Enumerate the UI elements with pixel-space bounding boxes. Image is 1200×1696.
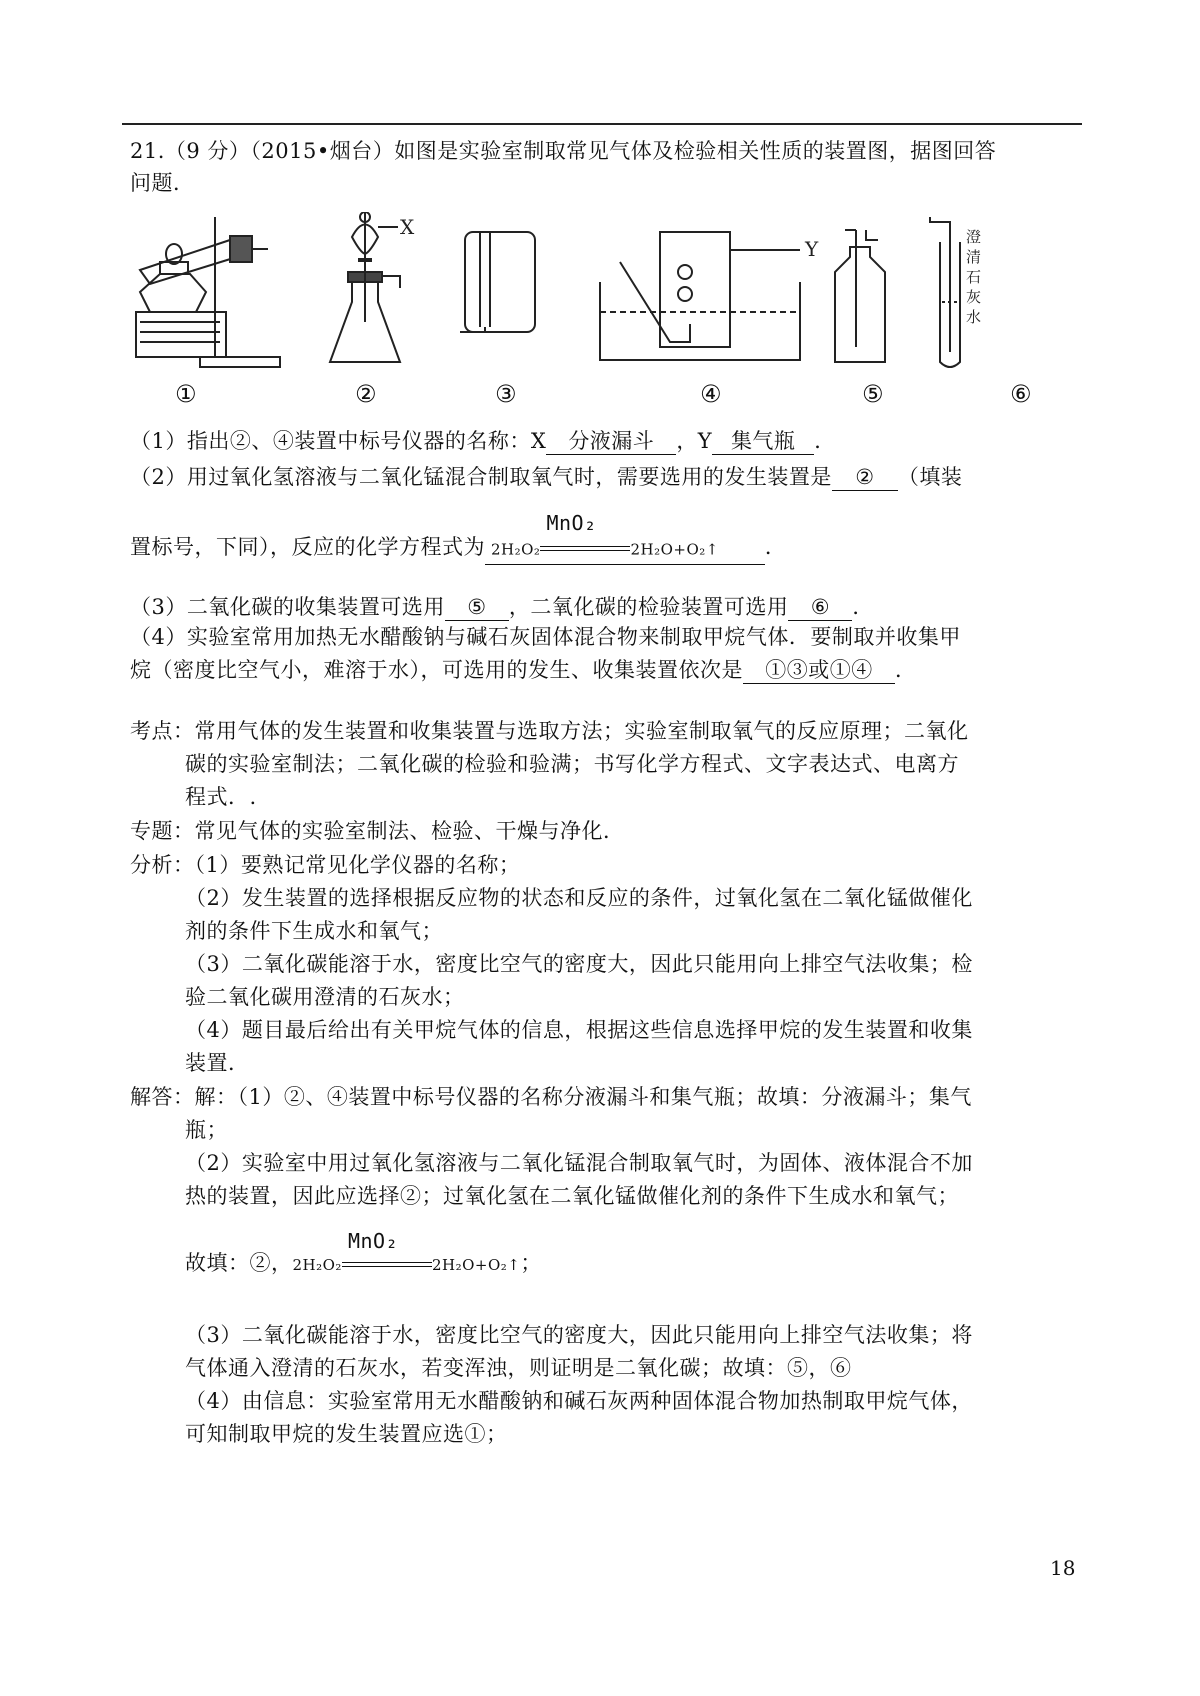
fenxi-line2: （2）发生装置的选择根据反应物的状态和反应的条件，过氧化氢在二氧化锰做催化	[185, 886, 973, 910]
tube6-char-5: 水	[966, 308, 982, 326]
answer-2: ②	[832, 464, 898, 491]
tube6-char-4: 灰	[966, 288, 982, 306]
label-y: Y	[805, 237, 819, 261]
apparatus-label-5: ⑤	[862, 380, 884, 408]
catalyst-2: MnO₂	[347, 1228, 399, 1253]
jieda-line2: 瓶；	[185, 1118, 228, 1142]
apparatus-4-trough	[600, 232, 800, 360]
tube6-char-2: 清	[966, 248, 982, 266]
header-rule	[122, 123, 1082, 125]
tube6-char-1: 澄	[966, 228, 982, 246]
equation-answer: 2H₂O₂ MnO₂ 2H₂O+O₂↑	[485, 534, 765, 565]
apparatus-2-flask-funnel	[330, 212, 400, 362]
kaodian-line1: 考点：常用气体的发生装置和收集装置与选取方法；实验室制取氧气的反应原理；二氧化	[130, 719, 969, 743]
jieda-line6: （3）二氧化碳能溶于水，密度比空气的密度大，因此只能用向上排空气法收集；将	[185, 1323, 973, 1347]
apparatus-6-test-tube	[930, 217, 960, 367]
jieda-line3: （2）实验室中用过氧化氢溶液与二氧化锰混合制取氧气时，为固体、液体混合不加	[185, 1151, 973, 1175]
apparatus-figure	[0, 212, 1200, 382]
fenxi-line7: 装置．	[185, 1051, 250, 1075]
jieda-line8: （4）由信息：实验室常用无水醋酸钠和碱石灰两种固体混合物加热制取甲烷气体，	[185, 1389, 973, 1413]
part-2-line2: 置标号，下同），反应的化学方程式为 2H₂O₂ MnO₂ 2H₂O+O₂↑ ．	[130, 532, 786, 565]
zhuanti: 专题：常见气体的实验室制法、检验、干燥与净化．	[130, 819, 625, 843]
apparatus-3-bottle	[460, 232, 535, 332]
jieda-line7: 气体通入澄清的石灰水，若变浑浊，则证明是二氧化碳；故填：⑤，⑥	[185, 1356, 852, 1380]
fenxi-line4: （3）二氧化碳能溶于水，密度比空气的密度大，因此只能用向上排空气法收集；检	[185, 952, 973, 976]
part-4-line2: 烷（密度比空气小，难溶于水），可选用的发生、收集装置依次是 ①③或①④ ．	[130, 658, 917, 682]
apparatus-label-3: ③	[495, 380, 517, 408]
jieda-line4: 热的装置，因此应选择②；过氧化氢在二氧化锰做催化剂的条件下生成水和氧气；	[185, 1184, 959, 1208]
apparatus-5-bottle	[835, 230, 885, 362]
fenxi-line1: 分析：（1）要熟记常见化学仪器的名称；	[130, 853, 521, 877]
jieda-line9: 可知制取甲烷的发生装置应选①；	[185, 1422, 508, 1446]
apparatus-label-6: ⑥	[1010, 380, 1032, 408]
page-number: 18	[1050, 1556, 1076, 1580]
jieda-line1: 解答：解：（1）②、④装置中标号仪器的名称分液漏斗和集气瓶；故填：分液漏斗；集气	[130, 1085, 972, 1109]
question-line1: 21.（9 分）（2015•烟台）如图是实验室制取常见气体及检验相关性质的装置图，据图回答	[130, 139, 997, 163]
tube6-char-3: 石	[966, 268, 982, 286]
apparatus-label-2: ②	[355, 380, 377, 408]
question-line2: 问题．	[130, 171, 195, 195]
part-1: （1）指出②、④装置中标号仪器的名称：X 分液漏斗 ，Y 集气瓶 ．	[130, 429, 836, 453]
jieda-line5: 故填：②，2H₂O₂ MnO₂ 2H₂O+O₂↑；	[185, 1248, 542, 1280]
apparatus-label-1: ①	[175, 380, 197, 408]
apparatus-1-heating	[136, 217, 280, 367]
fenxi-line6: （4）题目最后给出有关甲烷气体的信息，根据这些信息选择甲烷的发生装置和收集	[185, 1018, 973, 1042]
catalyst: MnO₂	[546, 510, 597, 535]
answer-x: 分液漏斗	[546, 428, 676, 455]
answer-y: 集气瓶	[712, 428, 814, 455]
part-3: （3）二氧化碳的收集装置可选用 ⑤ ，二氧化碳的检验装置可选用 ⑥ ．	[130, 595, 874, 619]
fenxi-line3: 剂的条件下生成水和氧气；	[185, 919, 443, 943]
answer-3a: ⑤	[445, 594, 509, 621]
part-2-line1: （2）用过氧化氢溶液与二氧化锰混合制取氧气时，需要选用的发生装置是 ② （填装	[130, 465, 963, 489]
fenxi-line5: 验二氧化碳用澄清的石灰水；	[185, 985, 465, 1009]
part-4-line1: （4）实验室常用加热无水醋酸钠与碱石灰固体混合物来制取甲烷气体．要制取并收集甲	[130, 625, 961, 649]
answer-4: ①③或①④	[743, 657, 895, 684]
answer-3b: ⑥	[788, 594, 852, 621]
kaodian-line2: 碳的实验室制法；二氧化碳的检验和验满；书写化学方程式、文字表达式、电离方	[185, 752, 959, 776]
apparatus-label-4: ④	[700, 380, 722, 408]
label-x: X	[400, 215, 415, 239]
kaodian-line3: 程式．.	[185, 785, 257, 809]
